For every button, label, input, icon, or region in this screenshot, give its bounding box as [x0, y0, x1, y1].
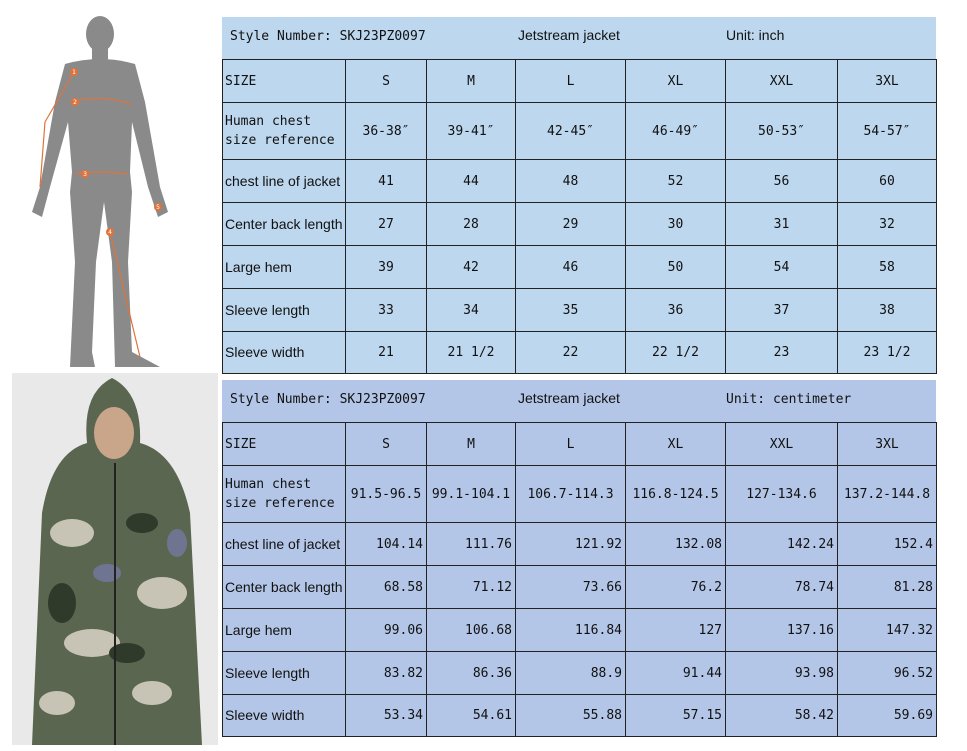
marker-4: 4 [108, 229, 112, 236]
size-header: XL [626, 423, 726, 466]
measurement-cell: 50 [626, 246, 726, 289]
chart-header [222, 17, 936, 59]
row-label: Center back length [223, 203, 346, 246]
measurement-cell: 27 [346, 203, 427, 246]
measurement-cell: 52 [626, 160, 726, 203]
measurement-cell: 54 [726, 246, 838, 289]
size-chart-centimeter [222, 380, 936, 737]
size-header: L [516, 423, 626, 466]
size-header: L [516, 60, 626, 103]
measurement-cell: 58.42 [726, 695, 838, 737]
measurement-cell: 58 [838, 246, 937, 289]
table-row [223, 203, 937, 246]
product-photo [12, 373, 218, 745]
table-row [223, 652, 937, 695]
measurement-cell: 41 [346, 160, 427, 203]
measurement-cell: 96.52 [838, 652, 937, 695]
measurement-cell: 76.2 [626, 566, 726, 609]
row-label: Large hem [223, 609, 346, 652]
measurement-cell: 152.4 [838, 523, 937, 566]
measurement-cell: 53.34 [346, 695, 427, 737]
marker-2: 2 [73, 99, 77, 106]
measurement-cell: 71.12 [427, 566, 516, 609]
measurement-cell: 99.1-104.1 [427, 466, 516, 523]
measurement-cell: 44 [427, 160, 516, 203]
measurement-cell: 33 [346, 289, 427, 332]
row-label: Sleeve width [223, 332, 346, 374]
measurement-cell: 42-45″ [516, 103, 626, 160]
size-header: XL [626, 60, 726, 103]
measurement-cell: 29 [516, 203, 626, 246]
row-label: Sleeve width [223, 695, 346, 737]
row-label: Large hem [223, 246, 346, 289]
measurement-cell: 54.61 [427, 695, 516, 737]
measurement-cell: 31 [726, 203, 838, 246]
table-row [223, 566, 937, 609]
measurement-cell: 86.36 [427, 652, 516, 695]
size-header-row [223, 423, 937, 466]
measurement-cell: 23 [726, 332, 838, 374]
size-label: SIZE [223, 60, 346, 103]
row-label: chest line of jacket [223, 523, 346, 566]
measurement-cell: 35 [516, 289, 626, 332]
product-name: Jetstream jacket [518, 27, 620, 43]
measurement-cell: 36-38″ [346, 103, 427, 160]
measurement-cell: 42 [427, 246, 516, 289]
style-number: Style Number: SKJ23PZ0097 [230, 392, 426, 407]
size-chart-inch [222, 17, 936, 374]
measurement-figure [20, 12, 215, 372]
product-name: Jetstream jacket [518, 390, 620, 406]
table-row [223, 289, 937, 332]
measurement-cell: 127 [626, 609, 726, 652]
measurement-cell: 28 [427, 203, 516, 246]
measurement-cell: 54-57″ [838, 103, 937, 160]
measurement-cell: 39-41″ [427, 103, 516, 160]
size-header: M [427, 60, 516, 103]
table-row [223, 523, 937, 566]
measurement-cell: 121.92 [516, 523, 626, 566]
measurement-cell: 37 [726, 289, 838, 332]
measurement-cell: 106.7-114.3 [516, 466, 626, 523]
table-row [223, 160, 937, 203]
measurement-cell: 88.9 [516, 652, 626, 695]
measurement-cell: 132.08 [626, 523, 726, 566]
row-label: chest line of jacket [223, 160, 346, 203]
size-header: 3XL [838, 423, 937, 466]
table-row [223, 466, 937, 523]
table-row [223, 246, 937, 289]
measurement-cell: 127-134.6 [726, 466, 838, 523]
size-header-row [223, 60, 937, 103]
measurement-cell: 99.06 [346, 609, 427, 652]
style-number: Style Number: SKJ23PZ0097 [230, 29, 426, 44]
measurement-cell: 55.88 [516, 695, 626, 737]
size-header: XXL [726, 60, 838, 103]
measurement-cell: 32 [838, 203, 937, 246]
marker-3: 3 [83, 171, 87, 178]
unit-label: Unit: inch [726, 27, 785, 43]
measurement-cell: 56 [726, 160, 838, 203]
table-row [223, 609, 937, 652]
measurement-cell: 116.84 [516, 609, 626, 652]
measurement-cell: 46-49″ [626, 103, 726, 160]
marker-5: 5 [156, 204, 160, 211]
measurement-cell: 93.98 [726, 652, 838, 695]
measurement-cell: 59.69 [838, 695, 937, 737]
measurement-cell: 78.74 [726, 566, 838, 609]
marker-1: 1 [72, 69, 76, 76]
row-label: Center back length [223, 566, 346, 609]
measurement-cell: 60 [838, 160, 937, 203]
measurement-cell: 50-53″ [726, 103, 838, 160]
measurement-cell: 106.68 [427, 609, 516, 652]
row-label: Sleeve length [223, 289, 346, 332]
measurement-cell: 21 [346, 332, 427, 374]
measurement-cell: 46 [516, 246, 626, 289]
measurement-cell: 48 [516, 160, 626, 203]
measurement-cell: 22 [516, 332, 626, 374]
table-row [223, 103, 937, 160]
row-label: Human chest size reference [223, 466, 346, 523]
measurement-cell: 39 [346, 246, 427, 289]
size-label: SIZE [223, 423, 346, 466]
measurement-cell: 91.44 [626, 652, 726, 695]
measurement-cell: 73.66 [516, 566, 626, 609]
measurement-cell: 83.82 [346, 652, 427, 695]
measurement-cell: 34 [427, 289, 516, 332]
measurement-cell: 21 1/2 [427, 332, 516, 374]
size-header: M [427, 423, 516, 466]
measurement-cell: 137.16 [726, 609, 838, 652]
measurement-cell: 23 1/2 [838, 332, 937, 374]
measurement-cell: 116.8-124.5 [626, 466, 726, 523]
measurement-cell: 142.24 [726, 523, 838, 566]
measurement-cell: 22 1/2 [626, 332, 726, 374]
unit-label: Unit: centimeter [726, 392, 852, 407]
measurement-cell: 91.5-96.5 [346, 466, 427, 523]
size-header: S [346, 60, 427, 103]
measurement-cell: 111.76 [427, 523, 516, 566]
row-label: Sleeve length [223, 652, 346, 695]
measurement-cell: 68.58 [346, 566, 427, 609]
size-header: 3XL [838, 60, 937, 103]
measurement-cell: 147.32 [838, 609, 937, 652]
measurement-cell: 57.15 [626, 695, 726, 737]
table-row [223, 695, 937, 737]
measurement-cell: 81.28 [838, 566, 937, 609]
measurement-cell: 36 [626, 289, 726, 332]
measurement-cell: 137.2-144.8 [838, 466, 937, 523]
measurement-cell: 30 [626, 203, 726, 246]
row-label: Human chest size reference [223, 103, 346, 160]
measurement-cell: 104.14 [346, 523, 427, 566]
chart-header [222, 380, 936, 422]
size-header: S [346, 423, 427, 466]
measurement-cell: 38 [838, 289, 937, 332]
table-row [223, 332, 937, 374]
size-header: XXL [726, 423, 838, 466]
